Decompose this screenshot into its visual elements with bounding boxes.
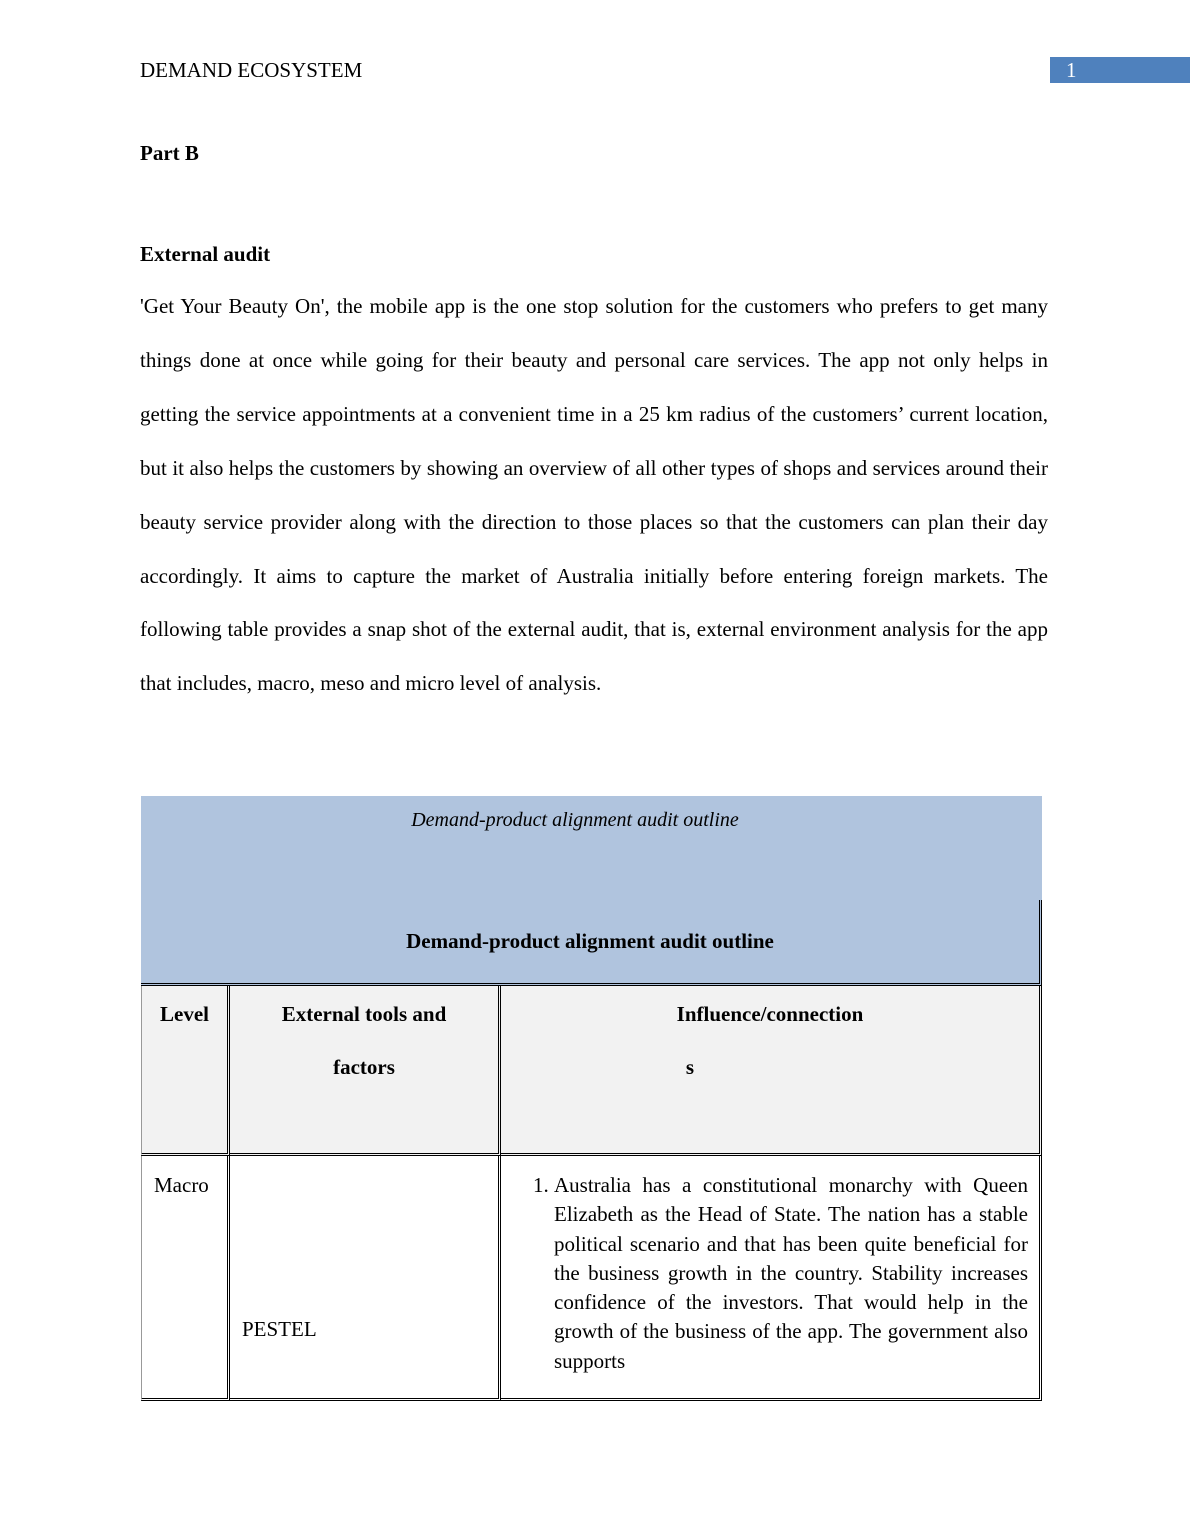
list-item: 1. Australia has a constitutional monarchy with Queen Elizabeth as the Head of State. The nation has a stable political scenario and that has been quite beneficial for the business growth in the country. Stability increases confidence of the investors. That would help in the growth of the business of the app. The government also supports bbox=[554, 1171, 1028, 1376]
table-caption-text: Demand-product alignment audit outline bbox=[411, 809, 739, 831]
page-number-box bbox=[1050, 57, 1190, 83]
audit-table bbox=[141, 900, 1042, 1401]
header-tools bbox=[230, 986, 501, 1156]
cell-tool-text: PESTEL bbox=[242, 1317, 317, 1341]
page-number: 1 bbox=[1066, 58, 1077, 82]
cell-influence bbox=[501, 1156, 1042, 1401]
header-tools-text: External tools and factors bbox=[281, 1002, 447, 1079]
running-header: DEMAND ECOSYSTEM bbox=[140, 58, 363, 82]
section-heading: External audit bbox=[140, 242, 271, 266]
cell-level-text: Macro bbox=[154, 1173, 209, 1197]
cell-tool bbox=[230, 1156, 501, 1401]
header-influence-wrap: s bbox=[685, 1055, 695, 1079]
header-level: Level bbox=[141, 986, 230, 1156]
body-paragraph: 'Get Your Beauty On', the mobile app is the one stop solution for the customers who prefers to get many things done at once while going for their beauty and personal care services. The app not only helps in getting the service appointments at a convenient time in a 25 km radius of the customers’ current location, but it also helps the customers by showing an overview of all other types of shops and services around their beauty service provider along with the direction to those places so that the customers can plan their day accordingly. It aims to capture the market of Australia initially before entering foreign markets. The following table provides a snap shot of the external audit, that is, external environment analysis for the app that includes, macro, meso and micro level of analysis. bbox=[140, 294, 1048, 696]
table-caption bbox=[141, 796, 1042, 900]
part-heading: Part B bbox=[140, 141, 199, 165]
header-influence bbox=[501, 986, 1042, 1156]
table-row bbox=[141, 1156, 1042, 1401]
table-title: Demand-product alignment audit outline bbox=[141, 900, 1042, 986]
header-influence-text: Influence/connection bbox=[676, 1002, 864, 1026]
cell-level bbox=[141, 1156, 230, 1401]
